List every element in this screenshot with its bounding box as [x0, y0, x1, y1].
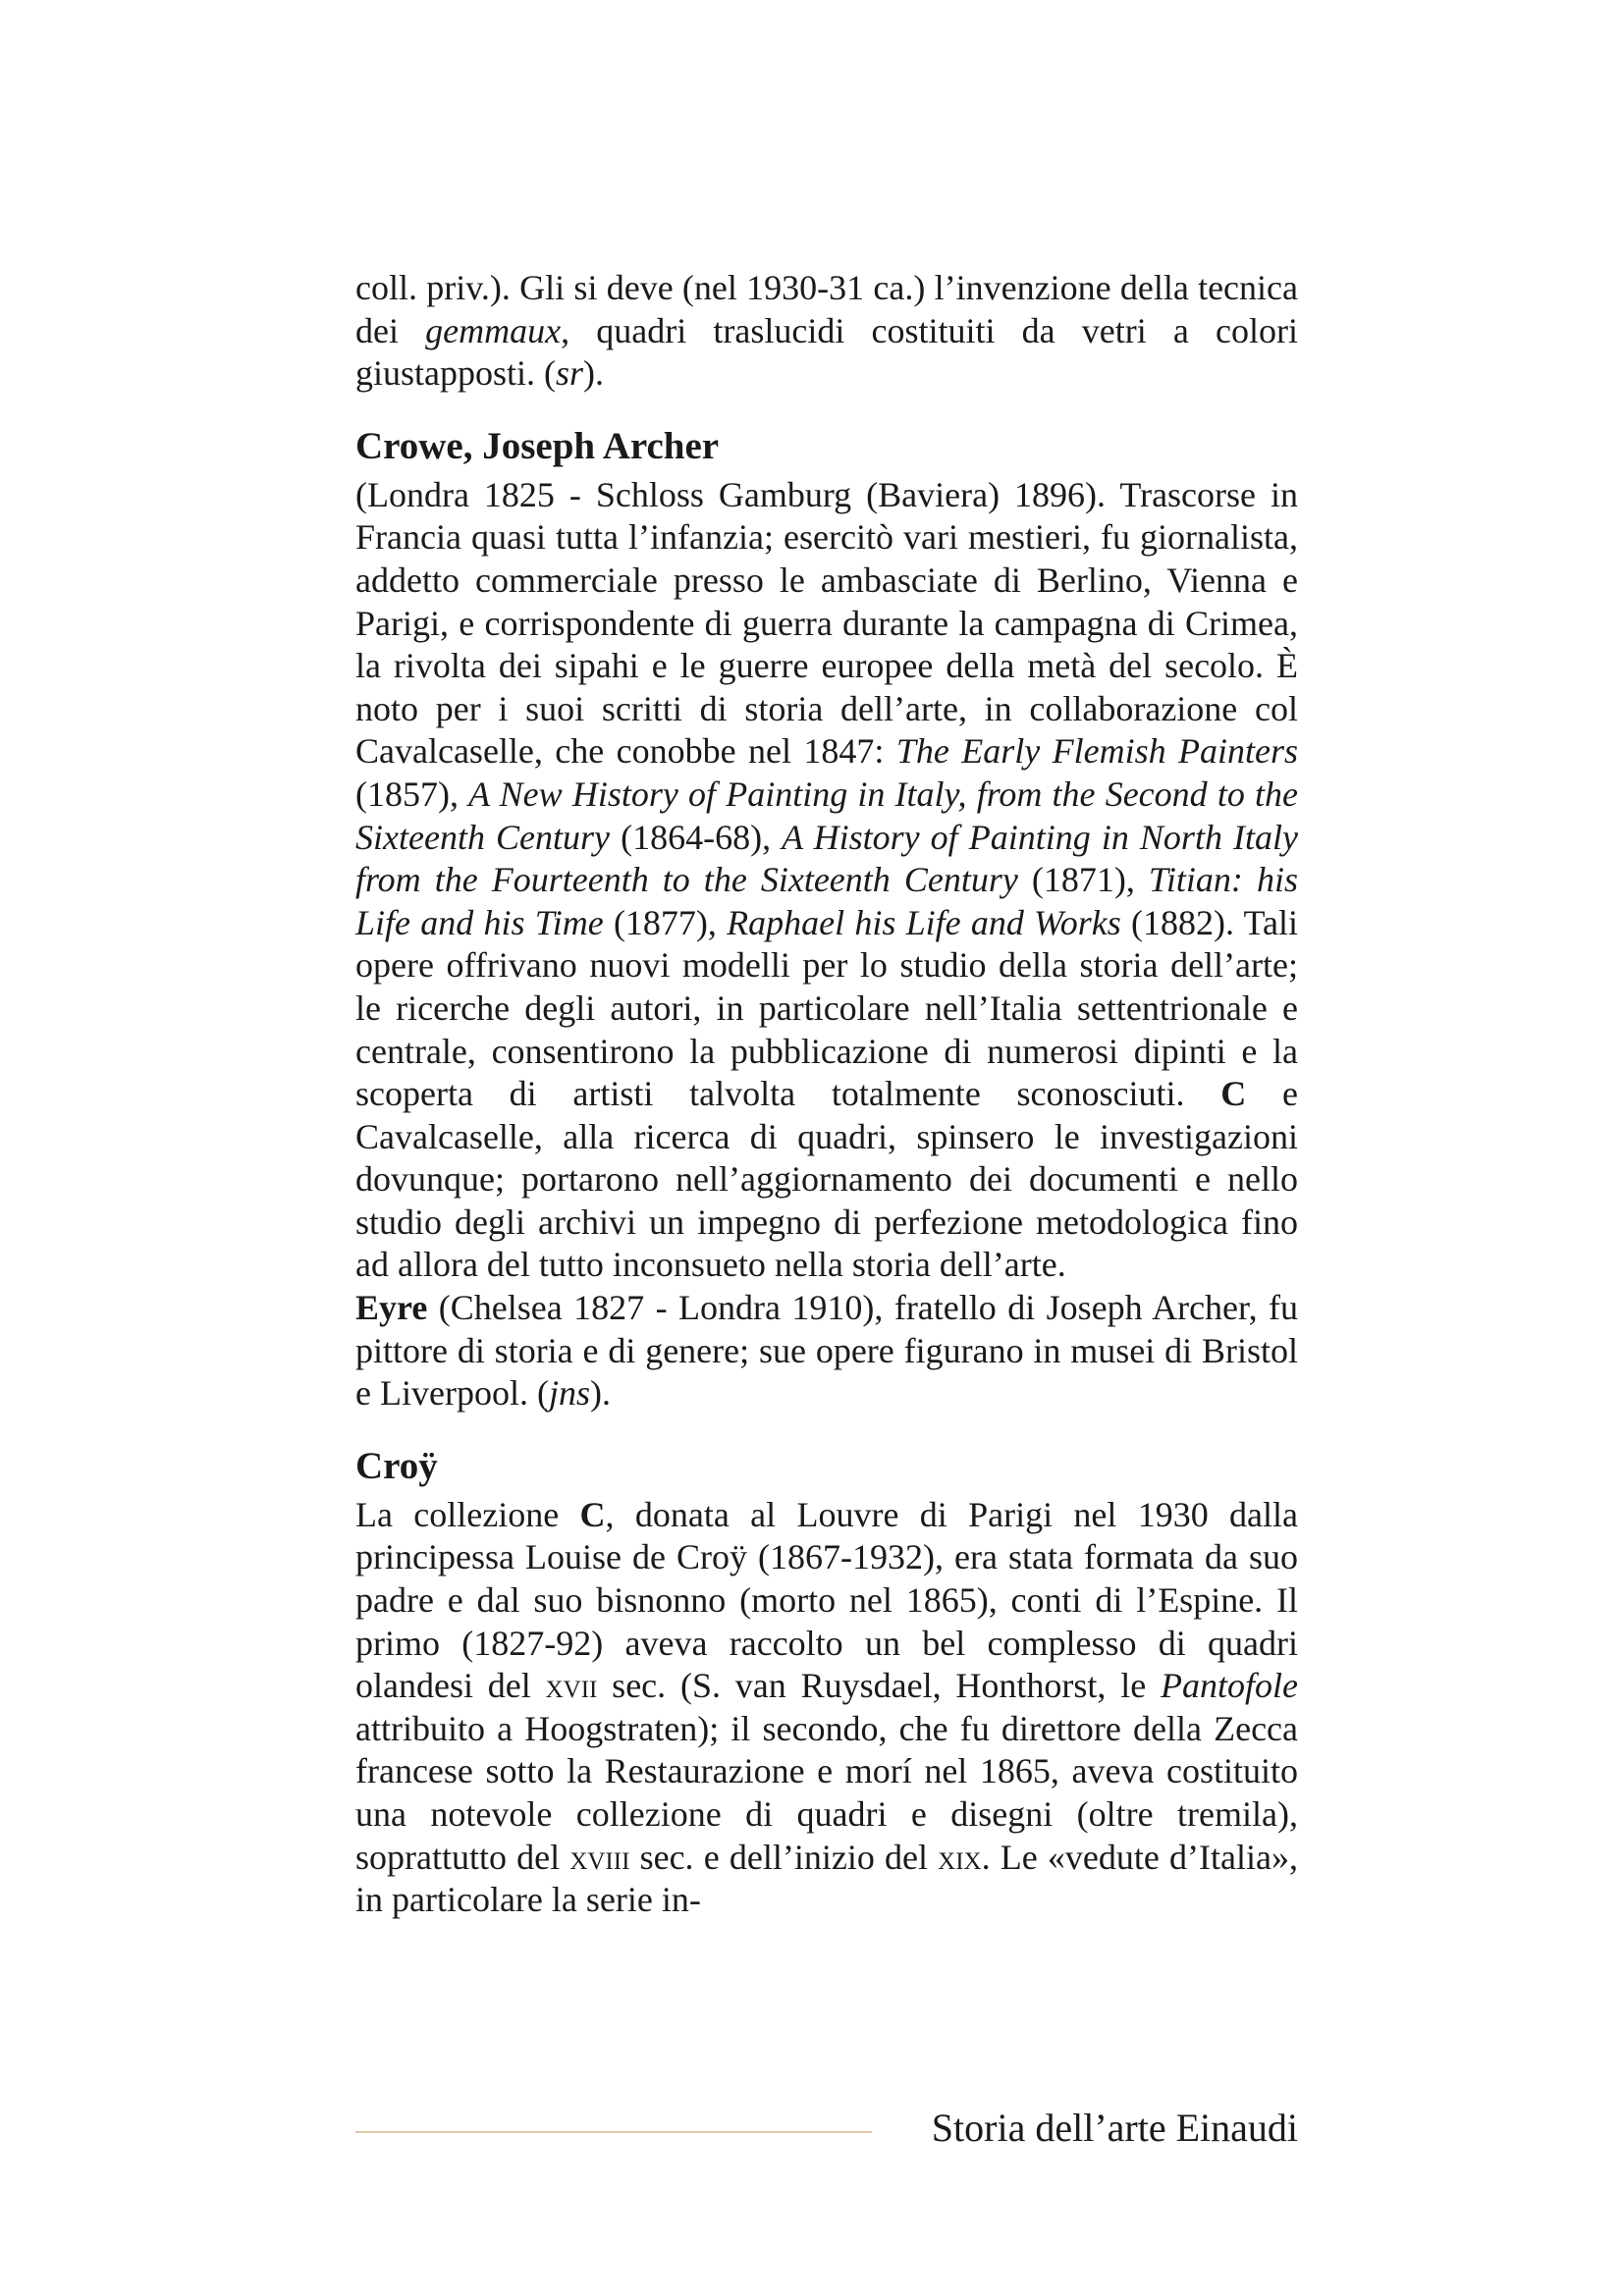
footer-publication-title: Storia dell’arte Einaudi	[931, 2106, 1298, 2150]
text-run: sec. e dell’inizio del	[629, 1837, 939, 1877]
italic-run: gemmaux	[425, 310, 562, 350]
text-run: attribuito a Hoogstraten); il secondo, che fu direttore della Zecca francese sotto la Restaurazione e morí nel 1865, aveva costituito una notevole collezione di quadri e disegni (oltre tremila), soprattutto del	[355, 1708, 1298, 1877]
text-run: (1882). Tali opere offrivano nuovi modelli per lo studio della storia dell’arte; le ricerche degli autori, in particolare nell’Italia settentrionale e centrale, consentirono la pubblicazione di numerosi dipinti e la scoperta di artisti talvolta totalmente sconosciuti.	[355, 902, 1298, 1114]
text-run: coll. priv.). Gli si deve (nel 1930-31 ca.) l’invenzione della tecnica dei	[355, 268, 1298, 350]
text-run: La collezione	[355, 1494, 580, 1534]
text-run: (1871),	[1017, 860, 1149, 900]
text-run: ).	[583, 353, 605, 394]
text-run: e Cavalcaselle, alla ricerca di quadri, spinsero le investigazioni dovunque; portarono nell’aggiornamento dei documenti e nello studio degli archivi un impegno di perfezione metodologica fino ad allora del tutto inconsueto nella storia dell’arte.	[355, 1074, 1298, 1285]
italic-run: A History of Painting in North Italy from the Fourteenth to the Sixteenth Century	[355, 817, 1299, 900]
text-run: . Le «vedute d’Italia», in particolare la serie in-	[355, 1837, 1298, 1920]
italic-run: Raphael his Life and Works	[727, 902, 1121, 942]
text-run: (1857),	[355, 774, 469, 814]
intro-paragraph	[355, 267, 1298, 396]
entry-crowe	[355, 423, 1298, 1415]
bold-run: C	[579, 1494, 606, 1534]
bold-run: C	[1220, 1074, 1247, 1114]
italic-run: Titian: his Life and his Time	[355, 860, 1298, 942]
footer-divider	[355, 2131, 872, 2133]
entry-paragraph	[355, 474, 1298, 1287]
text-run: (1877),	[603, 902, 728, 942]
entry-croy	[355, 1443, 1298, 1922]
italic-run: Pantofole	[1161, 1666, 1298, 1706]
text-run: (Londra 1825 - Schloss Gamburg (Baviera) 1896). Trascorse in Francia quasi tutta l’infanzia; esercitò vari mestieri, fu giornalista, addetto commerciale presso le ambasciate di Berlino, Vienna e Parigi, e corrispondente di guerra durante la campagna di Crimea, la rivolta dei sipahi e le guerre europee della metà del secolo. È noto per i suoi scritti di storia dell’arte, in collaborazione col Cavalcaselle, che conobbe nel 1847:	[355, 474, 1298, 772]
entry-heading: Crowe, Joseph Archer	[355, 424, 720, 467]
italic-run: The Early Flemish Painters	[895, 731, 1298, 772]
italic-run: sr	[556, 353, 584, 394]
entry-paragraph	[355, 1287, 1298, 1415]
entry-paragraph	[355, 1494, 1298, 1922]
smallcaps-run: xix	[938, 1837, 982, 1877]
text-run: , donata al Louvre di Parigi nel 1930 dalla principessa Louise de Croÿ (1867-1932), era stata formata da suo padre e dal suo bisnonno (morto nel 1865), conti di l’Espine. Il primo (1827-92) aveva raccolto un bel complesso di quadri olandesi del	[355, 1494, 1298, 1706]
text-run: ).	[589, 1373, 611, 1414]
text-run: (1864-68),	[610, 817, 783, 857]
text-run: (Chelsea 1827 - Londra 1910), fratello di Joseph Archer, fu pittore di storia e di genere; sue opere figurano in musei di Bristol e Liverpool. (	[355, 1288, 1298, 1414]
italic-run: jns	[548, 1373, 590, 1414]
text-run: sec. (S. van Ruysdael, Honthorst, le	[597, 1666, 1162, 1706]
text-column	[355, 267, 1298, 1922]
text-run: , quadri traslucidi costituiti da vetri a colori giustapposti. (	[355, 310, 1298, 394]
italic-run: A New History of Painting in Italy, from the Second to the Sixteenth Century	[355, 774, 1298, 857]
entry-heading: Croÿ	[355, 1444, 438, 1487]
smallcaps-run: xvii	[545, 1666, 598, 1706]
bold-run: Eyre	[355, 1288, 428, 1328]
smallcaps-run: xviii	[569, 1837, 630, 1877]
